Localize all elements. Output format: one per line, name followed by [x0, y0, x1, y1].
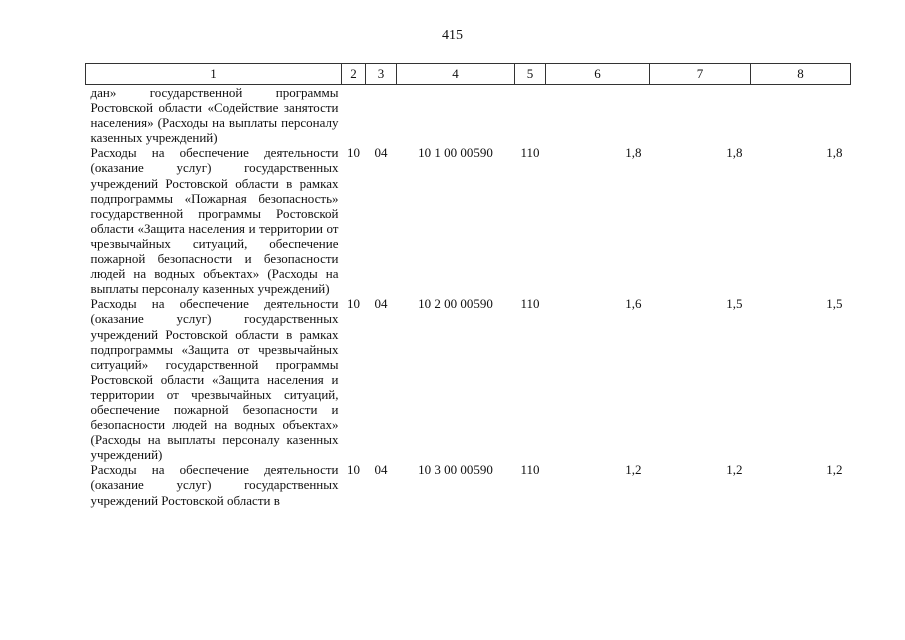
row-value-col8: [751, 85, 851, 146]
row-expense-type: 110: [520, 296, 540, 312]
row-target-code: [397, 85, 515, 146]
row-description: дан» государственной программы Ростовской области «Содействие занятости населения» (Расходы на выплаты персоналу казенных учреждений): [90, 85, 339, 146]
header-col-3: 3: [366, 64, 397, 85]
row-description: Расходы на обеспечение деятельности (оказание услуг) государственных учреждений Ростовской области в рамках подпрограммы «Защита от чрезвычайных ситуаций» государственной программы Ростовской области «Защита населения и территории от чрезвычайных ситуаций, обеспечение пожарной безопасности и безопасности людей на водных объектах» (Расходы на выплаты персоналу казенных учреждений): [90, 296, 339, 463]
row-value-col7: 1,8: [726, 145, 743, 161]
header-col-6: 6: [546, 64, 650, 85]
page-number: 415: [442, 28, 463, 43]
row-value-col7: 1,5: [726, 296, 743, 312]
row-section: 10: [347, 296, 360, 312]
row-value-col6: 1,6: [625, 296, 642, 312]
header-col-8: 8: [751, 64, 851, 85]
header-col-5: 5: [515, 64, 546, 85]
row-target-code: 10 2 00 00590: [418, 296, 493, 312]
row-subsection: 04: [374, 145, 388, 161]
header-col-1: 1: [86, 64, 342, 85]
row-value-col6: 1,2: [625, 462, 642, 478]
row-expense-type: 110: [520, 462, 540, 478]
row-expense-type: 110: [520, 145, 540, 161]
header-row: [86, 64, 851, 85]
row-subsection: 04: [374, 296, 388, 312]
row-section: [342, 85, 366, 146]
row-value-col7: 1,2: [726, 462, 743, 478]
row-value-col6: 1,8: [625, 145, 642, 161]
row-target-code: 10 1 00 00590: [418, 145, 493, 161]
row-target-code: 10 3 00 00590: [418, 462, 493, 478]
row-description: Расходы на обеспечение деятельности (оказание услуг) государственных учреждений Ростовской области в рамках подпрограммы «Пожарная безопасность» государственной программы Ростовской области «Защита населения и территории от чрезвычайных ситуаций, обеспечение пожарной безопасности и безопасности людей на водных объектах» (Расходы на выплаты персоналу казенных учреждений): [90, 145, 339, 297]
row-value-col8: 1,5: [826, 296, 843, 312]
header-col-7: 7: [650, 64, 751, 85]
table-row: [86, 145, 851, 296]
row-subsection: 04: [374, 462, 388, 478]
table-row: [86, 296, 851, 462]
budget-table: [85, 63, 851, 508]
row-section: 10: [347, 145, 360, 161]
row-expense-type: [515, 85, 546, 146]
row-section: 10: [347, 462, 360, 478]
row-value-col6: [546, 85, 650, 146]
row-description: Расходы на обеспечение деятельности (оказание услуг) государственных учреждений Ростовской области в: [90, 462, 339, 508]
table-row: [86, 462, 851, 507]
row-value-col7: [650, 85, 751, 146]
row-subsection: [366, 85, 397, 146]
row-value-col8: 1,8: [826, 145, 843, 161]
header-col-2: 2: [342, 64, 366, 85]
row-value-col8: 1,2: [826, 462, 843, 478]
header-col-4: 4: [397, 64, 515, 85]
table-row: [86, 85, 851, 146]
